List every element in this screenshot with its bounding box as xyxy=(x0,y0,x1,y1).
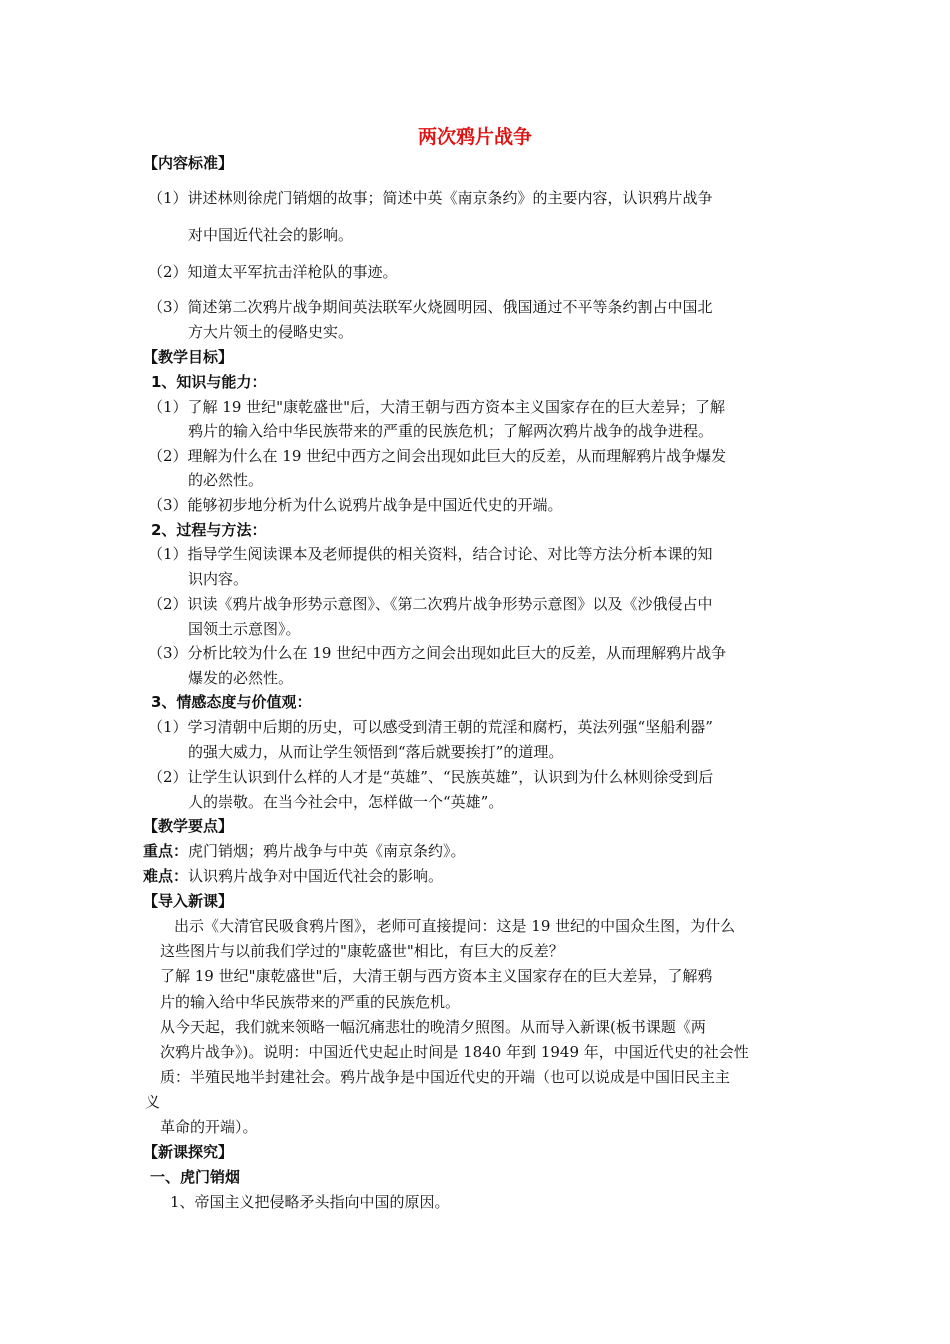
difficulty-label: 难点： xyxy=(143,867,189,885)
knowledge-item-1-cont: 鸦片的输入给中华民族带来的严重的民族危机；了解两次鸦片战争的战争进程。 xyxy=(188,422,714,440)
intro-line-8: 义 xyxy=(145,1093,161,1111)
difficulty-line xyxy=(143,866,443,886)
values-item-2-cont: 人的崇敬。在当今社会中，怎样做一个“英雄”。 xyxy=(188,793,504,811)
heading-key-points: 【教学要点】 xyxy=(143,817,234,835)
intro-line-6: 次鸦片战争》)。说明：中国近代史起止时间是 1840 年到 1949 年，中国近代史的社会性 xyxy=(160,1043,749,1061)
explore-item-1: 1、帝国主义把侵略矛头指向中国的原因。 xyxy=(170,1193,450,1211)
knowledge-item-2: （2）理解为什么在 19 世纪中西方之间会出现如此巨大的反差，从而理解鸦片战争爆发 xyxy=(148,447,727,465)
document-title: 两次鸦片战争 xyxy=(417,126,532,148)
intro-line-1: 出示《大清官民吸食鸦片图》，老师可直接提问：这是 19 世纪的中国众生图，为什么 xyxy=(174,917,736,935)
subheading-values: 3、情感态度与价值观： xyxy=(151,693,312,711)
values-item-1: （1）学习清朝中后期的历史，可以感受到清王朝的荒淫和腐朽，英法列强“坚船利器” xyxy=(148,718,713,736)
heading-explore: 【新课探究】 xyxy=(143,1143,234,1161)
subheading-humen: 一、虎门销烟 xyxy=(150,1168,241,1186)
values-item-2: （2）让学生认识到什么样的人才是“英雄”、“民族英雄”，认识到为什么林则徐受到后 xyxy=(148,768,714,786)
subheading-process: 2、过程与方法： xyxy=(151,521,267,539)
standard-item-3-cont: 方大片领土的侵略史实。 xyxy=(188,323,354,341)
heading-intro: 【导入新课】 xyxy=(143,892,234,910)
process-item-1: （1）指导学生阅读课本及老师提供的相关资料，结合讨论、对比等方法分析本课的知 xyxy=(148,545,713,563)
process-item-3-cont: 爆发的必然性。 xyxy=(188,669,294,687)
focus-text: 虎门销烟；鸦片战争与中英《南京条约》。 xyxy=(188,842,466,860)
heading-teaching-goals: 【教学目标】 xyxy=(143,348,234,366)
intro-line-9: 革命的开端）。 xyxy=(160,1118,258,1136)
knowledge-item-2-cont: 的必然性。 xyxy=(188,471,264,489)
subheading-knowledge: 1、知识与能力： xyxy=(151,373,267,391)
standard-item-3: （3）简述第二次鸦片战争期间英法联军火烧圆明园、俄国通过不平等条约割占中国北 xyxy=(148,298,713,316)
focus-line xyxy=(143,841,466,861)
focus-label: 重点： xyxy=(143,842,189,860)
intro-line-5: 从今天起，我们就来领略一幅沉痛悲壮的晚清夕照图。从而导入新课(板书课题《两 xyxy=(160,1018,706,1036)
intro-line-7: 质：半殖民地半封建社会。鸦片战争是中国近代史的开端（也可以说成是中国旧民主主 xyxy=(160,1068,731,1086)
standard-item-2: （2）知道太平军抗击洋枪队的事迹。 xyxy=(148,263,398,281)
intro-line-3: 了解 19 世纪"康乾盛世"后，大清王朝与西方资本主义国家存在的巨大差异，了解鸦 xyxy=(160,967,713,985)
knowledge-item-1: （1）了解 19 世纪"康乾盛世"后，大清王朝与西方资本主义国家存在的巨大差异；了解 xyxy=(148,398,725,416)
process-item-3: （3）分析比较为什么在 19 世纪中西方之间会出现如此巨大的反差，从而理解鸦片战争 xyxy=(148,644,727,662)
process-item-2-cont: 国领土示意图》。 xyxy=(188,620,301,638)
intro-line-4: 片的输入给中华民族带来的严重的民族危机。 xyxy=(160,993,461,1011)
difficulty-text: 认识鸦片战争对中国近代社会的影响。 xyxy=(188,867,444,885)
standard-item-1-cont: 对中国近代社会的影响。 xyxy=(188,226,354,244)
intro-line-2: 这些图片与以前我们学过的"康乾盛世"相比，有巨大的反差？ xyxy=(160,942,564,960)
standard-item-1: （1）讲述林则徐虎门销烟的故事；简述中英《南京条约》的主要内容，认识鸦片战争 xyxy=(148,189,713,207)
knowledge-item-3: （3）能够初步地分析为什么说鸦片战争是中国近代史的开端。 xyxy=(148,496,563,514)
process-item-2: （2）识读《鸦片战争形势示意图》、《第二次鸦片战争形势示意图》以及《沙俄侵占中 xyxy=(148,595,713,613)
heading-content-standard: 【内容标准】 xyxy=(143,154,234,172)
values-item-1-cont: 的强大威力，从而让学生领悟到“落后就要挨打”的道理。 xyxy=(188,743,564,761)
process-item-1-cont: 识内容。 xyxy=(188,570,249,588)
